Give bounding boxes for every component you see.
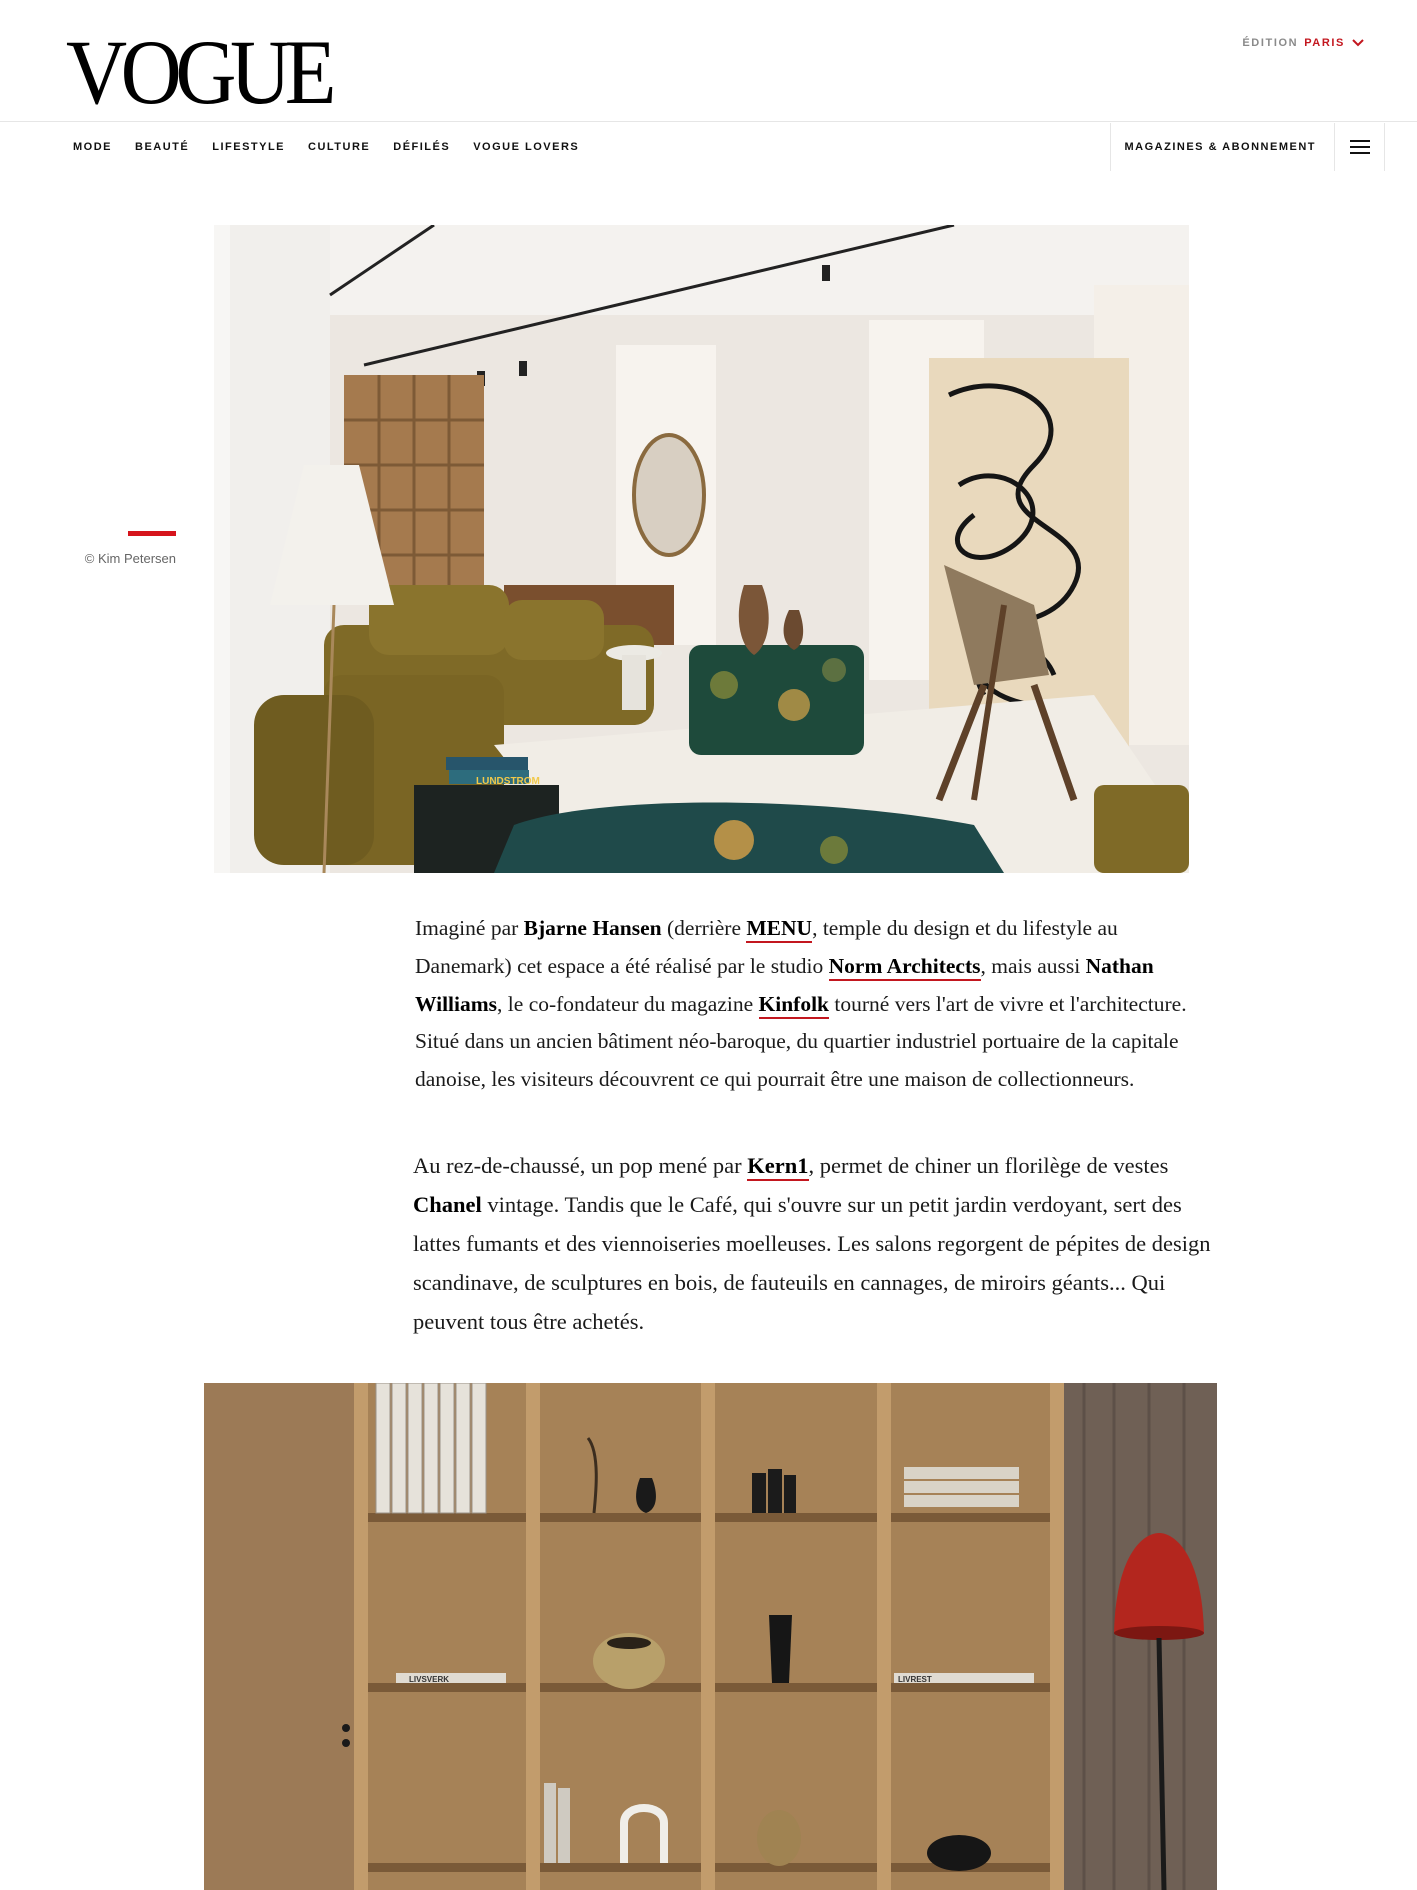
- nav-item-beaute[interactable]: BEAUTÉ: [135, 141, 190, 153]
- edition-selector[interactable]: [1242, 37, 1365, 49]
- article-paragraph-1: Imaginé par Bjarne Hansen (derrière MENU, temple du design et du lifestyle au Danemark) cet espace a été réalisé par le studio Norm Architects, mais aussi Nathan Williams, le co-fondateur du magazine Kinfolk tourné vers l'art de vivre et l'architecture. Situé dans un ancien bâtiment néo-baroque, du quartier industriel portuaire de la capitale danoise, les visiteurs découvrent ce qui pourrait être une maison de collectionneurs.: [415, 916, 1187, 1092]
- edition-label: ÉDITION: [1242, 37, 1299, 49]
- book-label-1: LIVSVERK: [409, 1675, 450, 1684]
- book-label: LUNDSTROM: [476, 776, 540, 787]
- nav-item-mode[interactable]: MODE: [73, 141, 112, 153]
- credit-rule: [128, 531, 176, 536]
- article-link[interactable]: Kern1: [747, 1153, 808, 1181]
- living-room-photo: [214, 225, 1189, 873]
- nav-item-lifestyle[interactable]: LIFESTYLE: [212, 141, 286, 153]
- main-nav: [0, 123, 1417, 171]
- nav-item-defiles[interactable]: DÉFILÉS: [393, 141, 451, 153]
- nav-right: [1110, 123, 1385, 171]
- article-link[interactable]: Kinfolk: [759, 992, 830, 1019]
- hamburger-icon: [1350, 140, 1370, 154]
- article-link[interactable]: MENU: [746, 916, 812, 943]
- bold-name: Chanel: [413, 1192, 482, 1217]
- article-paragraph-2: Au rez-de-chaussé, un pop mené par Kern1, permet de chiner un florilège de vestes Chanel vintage. Tandis que le Café, qui s'ouvre sur un petit jardin verdoyant, sert des lattes fumants et des viennoiseries moelleuses. Les salons regorgent de pépites de design scandinave, de sculptures en bois, de fauteuils en cannages, de miroirs géants... Qui peuvent tous être achetés.: [413, 1153, 1211, 1334]
- photo-credit: © Kim Petersen: [84, 551, 176, 566]
- menu-button[interactable]: [1334, 123, 1385, 171]
- edition-city[interactable]: PARIS: [1304, 37, 1345, 49]
- nav-items: [73, 123, 579, 171]
- nav-item-vogue-lovers[interactable]: VOGUE LOVERS: [473, 141, 580, 153]
- bold-name: Nathan Williams: [415, 953, 1154, 1016]
- article-link[interactable]: Norm Architects: [829, 954, 981, 981]
- bold-name: Bjarne Hansen: [523, 916, 662, 940]
- shelving-photo: [204, 1383, 1217, 1890]
- site-header: [0, 0, 1417, 122]
- subscribe-link[interactable]: MAGAZINES & ABONNEMENT: [1110, 123, 1334, 171]
- vogue-logo[interactable]: VOGUE: [66, 21, 331, 123]
- chevron-down-icon[interactable]: [1351, 38, 1365, 48]
- nav-item-culture[interactable]: CULTURE: [308, 141, 371, 153]
- book-label-2: LIVREST: [898, 1675, 932, 1684]
